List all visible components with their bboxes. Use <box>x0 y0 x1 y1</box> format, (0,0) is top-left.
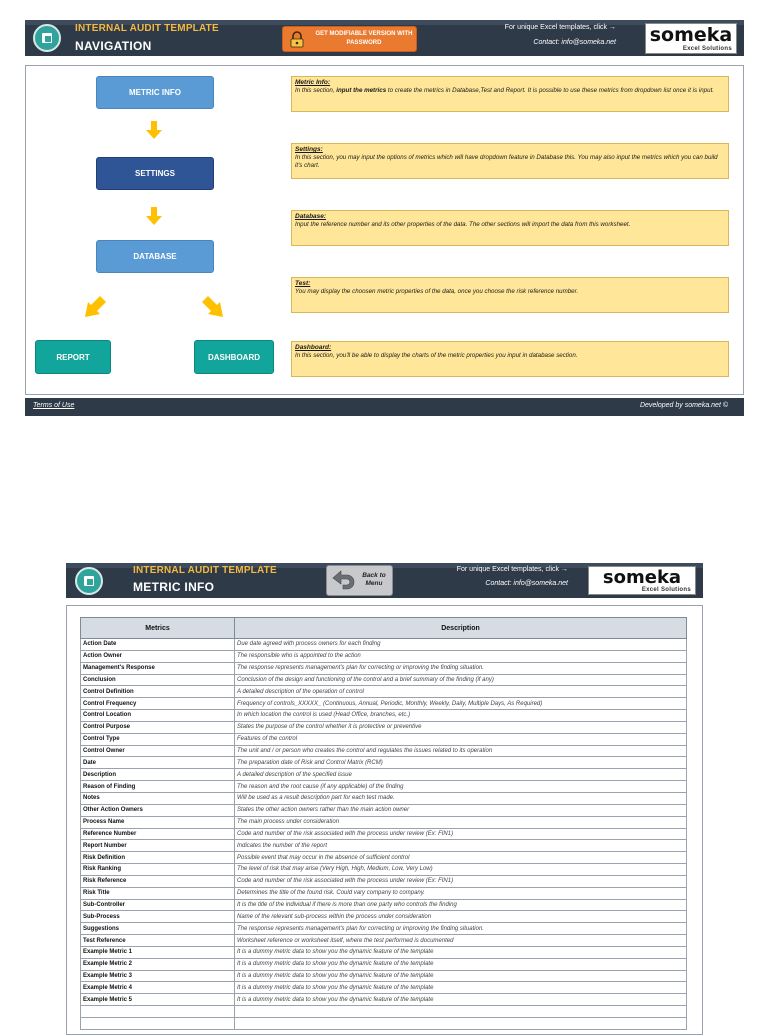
table-row <box>81 864 687 876</box>
metric-name-cell[interactable]: Example Metric 2 <box>81 958 235 970</box>
note-title: Metric Info: <box>295 79 331 86</box>
page-title: METRIC INFO <box>133 580 215 594</box>
template-title: INTERNAL AUDIT TEMPLATE <box>133 565 277 576</box>
metric-description-cell[interactable]: A detailed description of the specified issue <box>235 769 687 781</box>
template-title: INTERNAL AUDIT TEMPLATE <box>75 23 219 34</box>
note-title: Test: <box>295 280 311 287</box>
back-to-menu-button[interactable] <box>326 565 393 596</box>
arrow-down-left-icon <box>84 296 106 318</box>
metric-name-cell[interactable]: Control Location <box>81 710 235 722</box>
metric-name-cell[interactable]: Process Name <box>81 816 235 828</box>
metric-description-cell[interactable]: The response represents management's plan for correcting or improving the finding situation. <box>235 923 687 935</box>
metric-name-cell[interactable]: Example Metric 4 <box>81 982 235 994</box>
navigation-footer <box>25 398 744 416</box>
metric-description-cell[interactable]: It is a dummy metric data to show you the dynamic feature of the template <box>235 958 687 970</box>
table-row <box>81 662 687 674</box>
metrics-column-header: Metrics <box>81 618 235 639</box>
promo-link[interactable]: For unique Excel templates, click → <box>504 24 616 31</box>
table-row <box>81 698 687 710</box>
table-row <box>81 733 687 745</box>
table-header-row <box>81 618 687 639</box>
metric-description-cell[interactable]: It is a dummy metric data to show you the dynamic feature of the template <box>235 970 687 982</box>
table-row <box>81 958 687 970</box>
note-text: Input the reference number and its other properties of the data. The other sections will import the data from this worksheet. <box>295 221 631 228</box>
note-text: In this section, <box>295 87 337 94</box>
metric-name-cell[interactable] <box>81 1018 235 1030</box>
table-row <box>81 946 687 958</box>
dashboard-note <box>291 341 729 377</box>
note-title: Dashboard: <box>295 344 332 351</box>
table-row <box>81 1018 687 1030</box>
table-row <box>81 769 687 781</box>
metric-name-cell[interactable]: Control Owner <box>81 745 235 757</box>
dashboard-button[interactable]: DASHBOARD <box>194 340 274 374</box>
metric-description-cell[interactable]: In which location the control is used (Head Office, branches, etc.) <box>235 710 687 722</box>
metric-description-cell[interactable] <box>235 1006 687 1018</box>
note-text: to create the metrics in Database,Test and Report. It is possible to use these metrics from dropdown list once it is input. <box>386 87 715 94</box>
table-row <box>81 935 687 947</box>
metric-name-cell[interactable]: Suggestions <box>81 923 235 935</box>
metric-name-cell[interactable]: Report Number <box>81 840 235 852</box>
logo-wordmark: someka <box>602 567 682 588</box>
metric-name-cell[interactable]: Action Owner <box>81 650 235 662</box>
metric-name-cell[interactable]: Example Metric 1 <box>81 946 235 958</box>
metric-name-cell[interactable]: Description <box>81 769 235 781</box>
arrow-down-icon <box>146 207 162 225</box>
unlock-button-label: GET MODIFIABLE VERSION WITH PASSWORD <box>315 31 413 46</box>
table-row <box>81 994 687 1006</box>
logo-subtitle: Excel Solutions <box>641 587 691 593</box>
database-note <box>291 210 729 246</box>
metric-description-cell[interactable]: States the purpose of the control whether it is protective or preventive <box>235 721 687 733</box>
metrics-table <box>80 617 687 1030</box>
database-button[interactable]: DATABASE <box>96 240 214 273</box>
table-row <box>81 710 687 722</box>
metric-name-cell[interactable]: Other Action Owners <box>81 804 235 816</box>
metric-name-cell[interactable]: Sub-Controller <box>81 899 235 911</box>
settings-note <box>291 143 729 179</box>
table-row <box>81 982 687 994</box>
metric-description-cell[interactable]: Due date agreed with process owners for each finding <box>235 639 687 651</box>
table-row <box>81 804 687 816</box>
metric-description-cell[interactable]: The preparation date of Risk and Control Matrix (RCM) <box>235 757 687 769</box>
table-row <box>81 970 687 982</box>
table-row <box>81 899 687 911</box>
settings-button[interactable]: SETTINGS <box>96 157 214 190</box>
metric-description-cell[interactable]: Possible event that may occur in the absence of sufficient control <box>235 852 687 864</box>
table-row <box>81 923 687 935</box>
metric-name-cell[interactable]: Example Metric 5 <box>81 994 235 1006</box>
contact-email[interactable]: Contact: info@someka.net <box>533 39 616 46</box>
metric-name-cell[interactable]: Control Frequency <box>81 698 235 710</box>
logo-wordmark: someka <box>649 24 733 46</box>
arrow-down-right-icon <box>202 296 224 318</box>
metric-name-cell[interactable]: Risk Ranking <box>81 864 235 876</box>
metric-description-cell[interactable]: Worksheet reference or worksheet itself, where the test performed is documented <box>235 935 687 947</box>
logo-subtitle: Excel Solutions <box>682 46 732 52</box>
note-text: In this section, you may input the options of metrics which will have dropdown feature in Database this. You may also input the metrics which you can build it's chart. <box>295 154 718 169</box>
page-title: NAVIGATION <box>75 39 152 53</box>
template-app-icon <box>75 567 103 595</box>
metric-description-cell[interactable]: Frequency of controls_XXXXX_ (Continuous, Annual, Periodic, Monthly, Weekly, Daily, Multiple Days, As Required) <box>235 698 687 710</box>
promo-link[interactable]: For unique Excel templates, click → <box>456 566 568 573</box>
description-column-header: Description <box>235 618 687 639</box>
metric-description-cell[interactable]: The responsible who is appointed to the action <box>235 650 687 662</box>
table-row <box>81 816 687 828</box>
contact-email[interactable]: Contact: info@someka.net <box>485 580 568 587</box>
metric-name-cell[interactable]: Sub-Process <box>81 911 235 923</box>
someka-logo[interactable] <box>588 566 696 595</box>
metric-info-header <box>66 563 703 598</box>
get-modifiable-version-button[interactable] <box>282 26 417 52</box>
metric-description-cell[interactable]: The response represents management's plan for correcting or improving the finding situation. <box>235 662 687 674</box>
metric-name-cell[interactable]: Risk Reference <box>81 875 235 887</box>
table-row <box>81 911 687 923</box>
metric-name-cell[interactable]: Conclusion <box>81 674 235 686</box>
metric-name-cell[interactable] <box>81 1006 235 1018</box>
metric-description-cell[interactable]: Conclusion of the design and functioning of the control and a brief summary of the finding (if any) <box>235 674 687 686</box>
metric-name-cell[interactable]: Risk Definition <box>81 852 235 864</box>
report-button[interactable]: REPORT <box>35 340 111 374</box>
metric-description-cell[interactable]: Features of the control <box>235 733 687 745</box>
metric-name-cell[interactable]: Date <box>81 757 235 769</box>
table-row <box>81 792 687 804</box>
table-row <box>81 840 687 852</box>
someka-logo[interactable] <box>645 23 737 54</box>
note-title: Database: <box>295 213 327 220</box>
table-row <box>81 828 687 840</box>
metric-name-cell[interactable]: Notes <box>81 792 235 804</box>
developer-credit[interactable]: Developed by someka.net © <box>639 402 728 409</box>
note-text: In this section, you'll be able to display the charts of the metric properties you input in database section. <box>295 352 578 359</box>
table-row <box>81 674 687 686</box>
metric-description-cell[interactable]: Code and number of the risk associated with the process under review (Ex: FIN1) <box>235 875 687 887</box>
metric-name-cell[interactable]: Example Metric 3 <box>81 970 235 982</box>
terms-of-use-link[interactable]: Terms of Use <box>33 402 75 409</box>
metric-name-cell[interactable]: Control Type <box>81 733 235 745</box>
note-text: You may display the choosen metric properties of the data, once you choose the risk reference number. <box>295 288 579 295</box>
table-row <box>81 852 687 864</box>
table-row <box>81 639 687 651</box>
metric-description-cell[interactable]: Indicates the number of the report <box>235 840 687 852</box>
metric-name-cell[interactable]: Test Reference <box>81 935 235 947</box>
table-row <box>81 650 687 662</box>
metric-description-cell[interactable]: It is a dummy metric data to show you the dynamic feature of the template <box>235 994 687 1006</box>
metric-info-note <box>291 76 729 112</box>
back-arrow-icon <box>331 570 355 592</box>
metric-description-cell[interactable]: The unit and / or person who creates the control and regulates the issues related to its operation <box>235 745 687 757</box>
metric-description-cell[interactable]: The reason and the root cause (if any applicable) of the finding <box>235 781 687 793</box>
metric-description-cell[interactable] <box>235 1018 687 1030</box>
metric-description-cell[interactable]: The level of risk that may arise (Very High, High, Medium, Low, Very Low) <box>235 864 687 876</box>
metric-description-cell[interactable]: A detailed description of the operation of control <box>235 686 687 698</box>
arrow-down-icon <box>146 121 162 139</box>
metric-description-cell[interactable]: It is a dummy metric data to show you the dynamic feature of the template <box>235 982 687 994</box>
metric-name-cell[interactable]: Reference Number <box>81 828 235 840</box>
table-row <box>81 686 687 698</box>
metric-name-cell[interactable]: Risk Title <box>81 887 235 899</box>
metric-description-cell[interactable]: It is a dummy metric data to show you the dynamic feature of the template <box>235 946 687 958</box>
metric-description-cell[interactable]: States the other action owners rather than the main action owner <box>235 804 687 816</box>
metric-name-cell[interactable]: Reason of Finding <box>81 781 235 793</box>
metric-description-cell[interactable]: Will be used as a result description part for each test made. <box>235 792 687 804</box>
metric-description-cell[interactable]: It is the title of the individual if there is more than one party who controls the finding <box>235 899 687 911</box>
table-row <box>81 887 687 899</box>
metric-description-cell[interactable]: Determines the title of the found risk. Could vary company to company. <box>235 887 687 899</box>
note-text-bold: input the metrics <box>336 87 387 94</box>
table-row <box>81 875 687 887</box>
metric-name-cell[interactable]: Control Definition <box>81 686 235 698</box>
metric-description-cell[interactable]: The main process under consideration <box>235 816 687 828</box>
table-row <box>81 721 687 733</box>
metric-name-cell[interactable]: Management's Response <box>81 662 235 674</box>
metric-description-cell[interactable]: Name of the relevant sub-process within the process under consideration <box>235 911 687 923</box>
test-note <box>291 277 729 313</box>
table-row <box>81 757 687 769</box>
table-row <box>81 781 687 793</box>
metric-name-cell[interactable]: Control Purpose <box>81 721 235 733</box>
back-button-label: Back to Menu <box>362 572 386 587</box>
metric-description-cell[interactable]: Code and number of the risk associated with the process under review (Ex: FIN1) <box>235 828 687 840</box>
table-row <box>81 1006 687 1018</box>
template-app-icon <box>33 24 61 52</box>
lock-icon <box>290 31 304 48</box>
navigation-header <box>25 20 744 56</box>
metric-info-button[interactable]: METRIC INFO <box>96 76 214 109</box>
metric-name-cell[interactable]: Action Date <box>81 639 235 651</box>
note-title: Settings: <box>295 146 323 153</box>
table-row <box>81 745 687 757</box>
